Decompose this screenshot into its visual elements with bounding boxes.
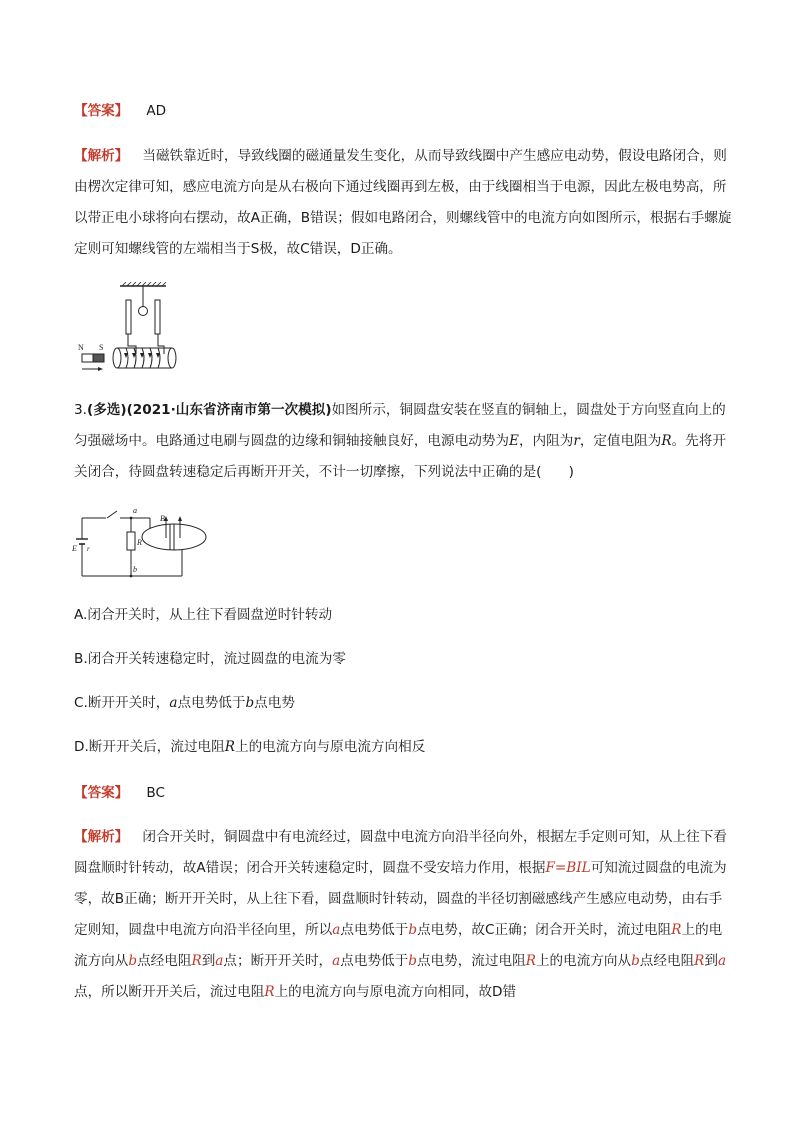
question-text: 。先将开关闭合，待圆盘转速稳定后再断开开关，不计一切摩擦，下列说法中正确的是( )	[74, 433, 726, 480]
analysis-text: 到	[704, 953, 719, 969]
var-R: R	[224, 739, 235, 755]
var-a: a	[332, 953, 341, 969]
var-a: a	[215, 953, 224, 969]
analysis-text: 当磁铁靠近时，导致线圈的磁通量发生变化，从而导致线圈中产生感应电动势，假设电路闭合，则由楞次定律可知，感应电流方向是从右极向下通过线圈再到左极，由于线圈相当于电源，因此左极电势高，所以带正电小球将向右摆动，故A正确，B错误；假如电路闭合，则螺线管中的电流方向如图所示，根据右手螺旋定则可知螺线管的左端相当于S极，故C错误，D正确。	[74, 148, 732, 257]
answer-tag: 【答案】	[74, 785, 129, 801]
formula: F=BIL	[545, 860, 591, 876]
var-b: b	[245, 695, 255, 711]
option-text: 上的电流方向与原电流方向相反	[234, 739, 426, 755]
emf-label: E	[72, 544, 77, 553]
question-number: 3.	[74, 402, 87, 418]
option-text: D.断开开关后，流过电阻	[74, 739, 225, 755]
analysis-text: 点电势低于	[340, 953, 409, 969]
analysis-tag: 【解析】	[74, 829, 129, 845]
var-a: a	[169, 695, 178, 711]
analysis-text: 到	[201, 953, 216, 969]
node-b-label: b	[133, 565, 137, 574]
var-b: b	[631, 953, 640, 969]
analysis-text: 点经电阻	[639, 953, 695, 969]
option-text: 点电势低于	[177, 695, 246, 711]
var-E: E	[509, 433, 519, 449]
answer-value: BC	[146, 785, 165, 801]
analysis-text: 点电势低于	[340, 922, 409, 938]
var-R: R	[671, 922, 682, 938]
analysis-text: 点电势，故C正确；闭合开关时，流过电阻	[417, 922, 672, 938]
analysis-paragraph-1	[74, 141, 734, 265]
var-R: R	[264, 984, 275, 1000]
node-a-label: a	[133, 506, 137, 515]
option-text: A.闭合开关时，从上往下看圆盘逆时针转动	[74, 607, 333, 623]
option-text: C.断开开关时，	[74, 695, 170, 711]
option-c	[74, 693, 295, 713]
option-d	[74, 737, 425, 757]
var-R: R	[694, 953, 705, 969]
analysis-text: 闭合开关时，铜圆盘中有电流经过，圆盘中电流方向沿半径向外，根据左手定则可知，从上往下看圆盘顺时针转动，故A错误；闭合开关转速稳定时，圆盘不受安培力作用，根据	[74, 829, 727, 876]
analysis-tag: 【解析】	[74, 148, 129, 164]
var-R: R	[191, 953, 202, 969]
option-b	[74, 649, 346, 669]
resistor-label: R	[137, 538, 142, 547]
analysis-text: 点；断开开关时，	[223, 953, 333, 969]
analysis-text: 上的电流方向从	[535, 953, 632, 969]
analysis-paragraph-2	[74, 822, 734, 1008]
magnet-s-label: S	[99, 343, 104, 352]
option-text: 点电势	[254, 695, 295, 711]
answer-value: AD	[146, 103, 167, 119]
circuit-disk-figure	[70, 500, 210, 586]
var-R: R	[661, 433, 672, 449]
var-a: a	[718, 953, 727, 969]
question-text: ，定值电阻为	[579, 433, 662, 449]
question-3-stem	[74, 395, 734, 488]
answer-tag: 【答案】	[74, 103, 129, 119]
internal-r-label: r	[87, 545, 90, 553]
analysis-text: 点，所以断开开关后，流过电阻	[74, 984, 265, 1000]
analysis-text: 点电势，流过电阻	[416, 953, 526, 969]
var-r: r	[573, 433, 580, 449]
analysis-text: 点经电阻	[137, 953, 192, 969]
var-b: b	[408, 953, 417, 969]
analysis-text: 上的电流方向从	[74, 922, 723, 969]
solenoid-magnet-figure	[70, 282, 200, 376]
question-text: ，内阻为	[518, 433, 574, 449]
option-text: B.闭合开关转速稳定时，流过圆盘的电流为零	[74, 651, 346, 667]
answer-line-2	[74, 778, 734, 809]
var-a: a	[332, 922, 341, 938]
var-b: b	[128, 953, 138, 969]
var-R: R	[525, 953, 536, 969]
analysis-text: 上的电流方向与原电流方向相同，故D错	[274, 984, 517, 1000]
var-b: b	[408, 922, 418, 938]
answer-line-1	[74, 96, 734, 127]
option-a	[74, 605, 332, 625]
field-b-label: B	[160, 514, 165, 523]
magnet-n-label: N	[78, 343, 84, 352]
question-source: (多选)(2021·山东省济南市第一次模拟)	[86, 402, 332, 418]
question-text: 如图所示，铜圆盘安装在竖直的铜轴上，圆盘处于方向竖直向上的匀强磁场中。电路通过电刷与圆盘的边缘和铜轴接触良好，电源电动势为	[74, 402, 726, 449]
analysis-text: 可知流过圆盘的电流为零，故B正确；断开开关时，从上往下看，圆盘顺时针转动，圆盘的半径切割磁感线产生感应电动势，由右手定则知，圆盘中电流方向沿半径向里，所以	[74, 860, 727, 938]
